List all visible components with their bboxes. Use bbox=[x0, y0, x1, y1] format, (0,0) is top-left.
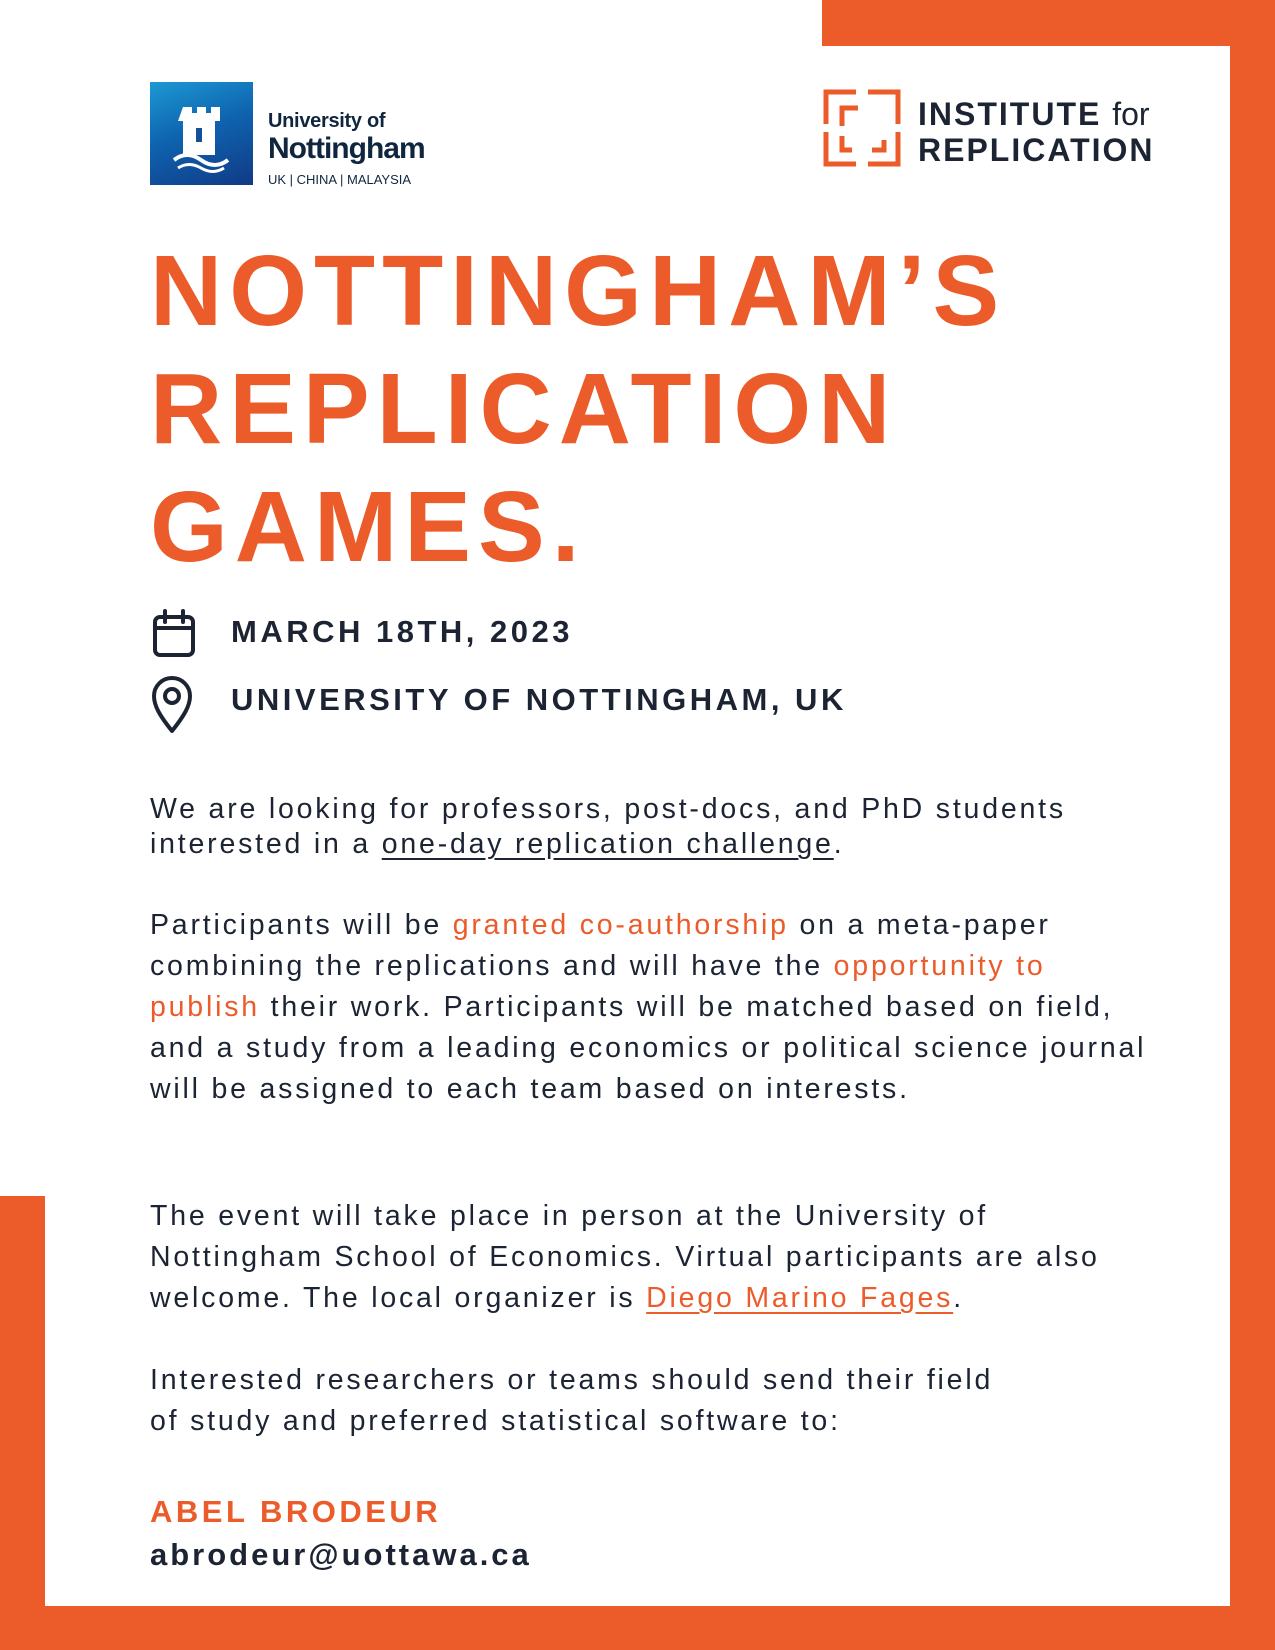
ifr-word-for: for bbox=[1112, 96, 1150, 132]
uon-logo-line2: Nottingham bbox=[268, 132, 425, 165]
event-location-row bbox=[150, 676, 1050, 736]
ifr-logo-line1 bbox=[918, 96, 1150, 133]
participation-text-3: their work. Participants will be matched based on field, and a study from a leading economics or political science journal will be assigned to each team based on interests. bbox=[150, 991, 1147, 1105]
map-pin-icon bbox=[150, 676, 194, 734]
event-date-row bbox=[150, 608, 1050, 668]
frame-right-border bbox=[1230, 0, 1275, 1650]
application-line-2: of study and preferred statistical software to: bbox=[150, 1405, 841, 1437]
contact-email-link[interactable]: abrodeur@uottawa.ca bbox=[150, 1537, 532, 1572]
castle-shield-icon bbox=[150, 82, 253, 185]
frame-bottom-border bbox=[0, 1606, 1275, 1650]
application-line-1: Interested researchers or teams should send their field bbox=[150, 1364, 994, 1396]
intro-prefix: interested in a bbox=[150, 828, 382, 860]
participation-text-2: on a meta-paper combining the replications and will have the bbox=[150, 909, 1051, 982]
title-line-3: GAMES. bbox=[150, 471, 587, 583]
intro-paragraph bbox=[150, 792, 1160, 862]
title-line-2: REPLICATION bbox=[150, 353, 898, 465]
event-date: MARCH 18TH, 2023 bbox=[231, 614, 573, 649]
venue-paragraph bbox=[150, 1196, 1160, 1319]
venue-suffix: . bbox=[953, 1282, 964, 1314]
replication-challenge-link[interactable]: one-day replication challenge bbox=[381, 828, 834, 860]
publish-highlight: opportunity to publish bbox=[150, 950, 1046, 1023]
title-line-1: NOTTINGHAM’S bbox=[150, 235, 1007, 347]
participation-text-1: Participants will be bbox=[150, 909, 453, 941]
organizer-link[interactable]: Diego Marino Fages bbox=[646, 1282, 954, 1314]
intro-suffix: . bbox=[833, 828, 845, 860]
university-of-nottingham-logo bbox=[150, 82, 440, 188]
ifr-word-institute: INSTITUTE bbox=[918, 96, 1102, 132]
ifr-logo-line2: REPLICATION bbox=[918, 132, 1155, 168]
uon-logo-line1: University of bbox=[268, 110, 386, 132]
event-location: UNIVERSITY OF NOTTINGHAM, UK bbox=[231, 682, 847, 717]
participation-paragraph bbox=[150, 905, 1160, 1110]
venue-text: The event will take place in person at the University of Nottingham School of Economics. Virtual participants are also welcome. The local organizer is bbox=[150, 1200, 1100, 1314]
calendar-icon bbox=[150, 608, 198, 660]
replication-brackets-icon bbox=[822, 88, 902, 168]
intro-line-1: We are looking for professors, post-docs, and PhD students bbox=[150, 793, 1066, 825]
coauthorship-highlight: granted co-authorship bbox=[452, 909, 789, 941]
page-title bbox=[150, 232, 1006, 586]
institute-for-replication-logo bbox=[822, 88, 1182, 170]
frame-top-border bbox=[822, 0, 1275, 46]
contact-name: ABEL BRODEUR bbox=[150, 1494, 442, 1529]
application-paragraph bbox=[150, 1360, 1160, 1442]
frame-left-border bbox=[0, 1196, 45, 1650]
uon-logo-campuses: UK | CHINA | MALAYSIA bbox=[268, 172, 412, 187]
